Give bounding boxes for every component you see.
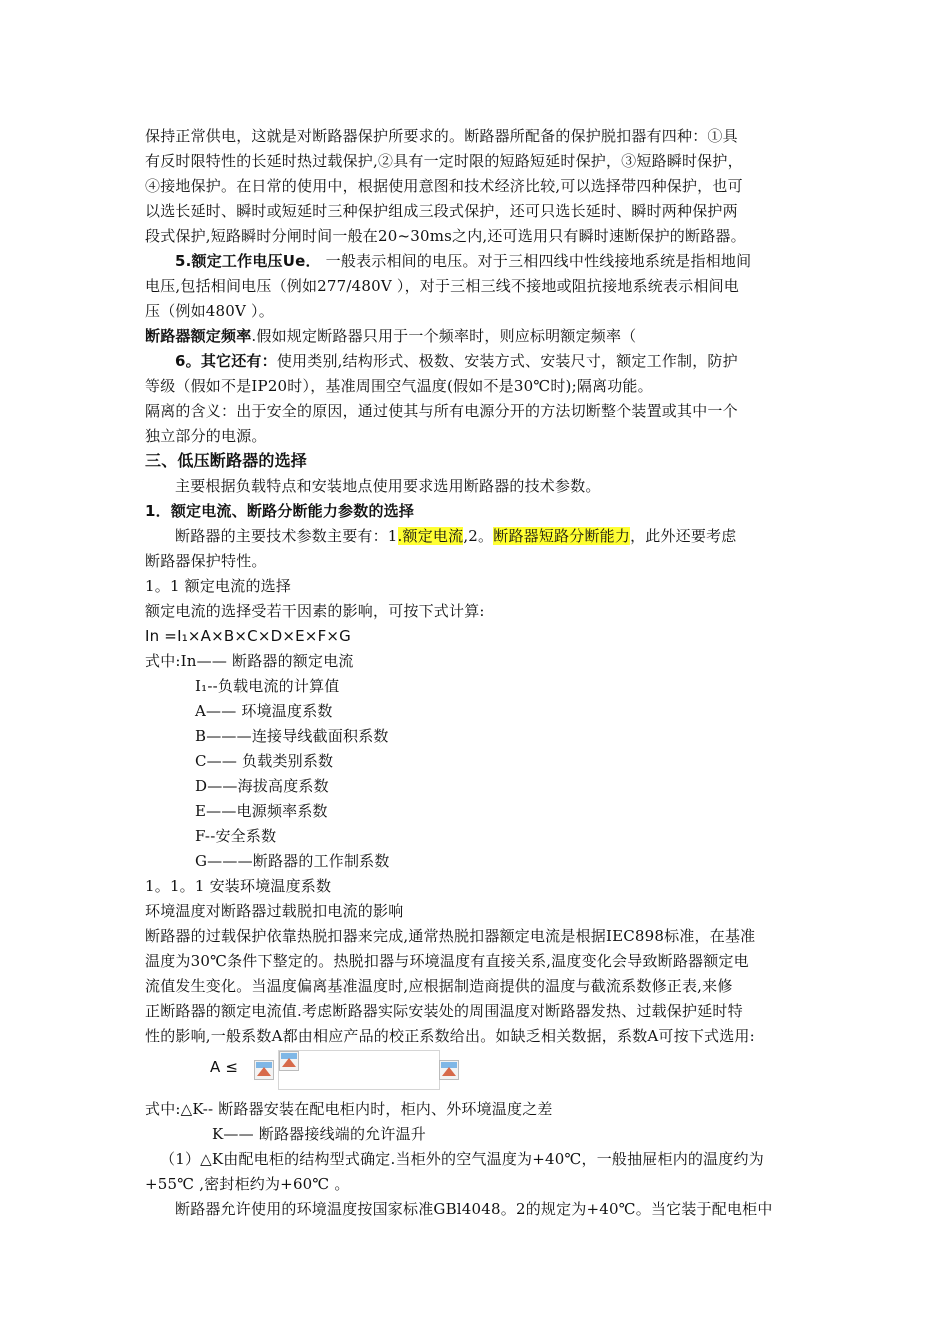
highlight-text: 断路器短路分断能力 [493, 527, 631, 545]
formula-frame [278, 1050, 440, 1090]
definition-line: C—— 负载类别系数 [195, 752, 334, 770]
definition-line: A—— 环境温度系数 [195, 702, 333, 720]
section-heading: 6。其它还有： [175, 352, 277, 370]
text-span: .假如规定断路器只用于一个频率时，则应标明额定频率（ [251, 327, 637, 345]
text-line: 额定电流的选择受若干因素的影响，可按下式计算: [145, 602, 485, 620]
text-line: 流值发生变化。当温度偏离基准温度时,应根据制造商提供的温度与截流系数修正表,来修 [145, 977, 733, 995]
text-line: 1。1。1 安装环境温度系数 [145, 877, 332, 895]
subsection-heading: 1．额定电流、断路分断能力参数的选择 [145, 502, 415, 520]
definition-line: G———断路器的工作制系数 [195, 852, 390, 870]
text-line: ④接地保护。在日常的使用中，根据使用意图和技术经济比较,可以选择带四种保护，也可 [145, 177, 743, 195]
text-line [175, 350, 845, 372]
text-line: 1。1 额定电流的选择 [145, 577, 292, 595]
section-heading: 5.额定工作电压Ue． [175, 252, 321, 270]
text-line: 独立部分的电源。 [145, 427, 267, 445]
definition-line: D——海拔高度系数 [195, 777, 329, 795]
text-span: ,2。 [463, 527, 494, 545]
image-placeholder-icon [254, 1060, 274, 1080]
text-line: 段式保护,短路瞬时分闸时间一般在20~30ms之内,还可选用只有瞬时速断保护的断路器。 [145, 227, 746, 245]
text-line: 温度为30℃条件下整定的。热脱扣器与环境温度有直接关系,温度变化会导致断路器额定电 [145, 952, 749, 970]
text-line [175, 250, 845, 272]
text-line: 等级（假如不是IP20时），基准周围空气温度(假如不是30℃时);隔离功能。 [145, 377, 653, 395]
text-span: 一般表示相间的电压。对于三相四线中性线接地系统是指相地间 [320, 252, 752, 270]
text-line: +55℃ ,密封柜约为+60℃ 。 [145, 1175, 350, 1193]
text-line: 正断路器的额定电流值.考虑断路器实际安装处的周围温度对断路器发热、过载保护延时特 [145, 1002, 743, 1020]
text-line: 主要根据负载特点和安装地点使用要求选用断路器的技术参数。 [175, 477, 601, 495]
text-span: ，此外还要考虑 [630, 527, 737, 545]
text-line: 性的影响,一般系数A都由相应产品的校正系数给出。如缺乏相关数据，系数A可按下式选用: [145, 1027, 755, 1045]
definition-line: K—— 断路器接线端的允许温升 [212, 1125, 426, 1143]
definition-line: E——电源频率系数 [195, 802, 328, 820]
text-line: 压（例如480V ）。 [145, 302, 274, 320]
section-heading: 断路器额定频率 [145, 327, 252, 345]
text-line [175, 525, 845, 547]
formula-label: A ≤ [210, 1058, 239, 1076]
text-line: 断路器的过载保护依靠热脱扣器来完成,通常热脱扣器额定电流是根据IEC898标准，在基准 [145, 927, 756, 945]
chapter-heading: 三、低压断路器的选择 [145, 451, 308, 470]
text-line: 隔离的含义：出于安全的原因，通过使其与所有电源分开的方法切断整个装置或其中一个 [145, 402, 738, 420]
definition-line: I₁--负载电流的计算值 [195, 677, 340, 695]
text-span: 使用类别,结构形式、极数、安装方式、安装尺寸，额定工作制，防护 [276, 352, 738, 370]
definition-line: F--安全系数 [195, 827, 277, 845]
text-line: 断路器保护特性。 [145, 552, 267, 570]
text-line: （1）△K由配电柜的结构型式确定.当柜外的空气温度为+40℃，一般抽屉柜内的温度约为 [160, 1150, 764, 1168]
text-line: 以选长延时、瞬时或短延时三种保护组成三段式保护，还可只选长延时、瞬时两种保护两 [145, 202, 738, 220]
text-line: 断路器允许使用的环境温度按国家标准GBl4048。2的规定为+40℃。当它装于配电柜中 [175, 1200, 773, 1218]
text-line: 有反时限特性的长延时热过载保护,②具有一定时限的短路短延时保护，③短路瞬时保护， [145, 152, 743, 170]
highlight-text: .额定电流 [397, 527, 464, 545]
formula-line: In =I₁×A×B×C×D×E×F×G [145, 627, 351, 645]
definition-line: B———连接导线截面积系数 [195, 727, 389, 745]
text-line: 环境温度对断路器过载脱扣电流的影响 [145, 902, 404, 920]
text-line [145, 325, 815, 347]
text-line: 式中:In—— 断路器的额定电流 [145, 652, 354, 670]
text-line: 电压,包括相间电压（例如277/480V ），对于三相三线不接地或阻抗接地系统表示相间电 [145, 277, 739, 295]
image-placeholder-icon [439, 1060, 459, 1080]
text-span: 断路器的主要技术参数主要有：1 [175, 527, 398, 545]
text-line: 式中:△K-- 断路器安装在配电柜内时，柜内、外环境温度之差 [145, 1100, 553, 1118]
text-line: 保持正常供电，这就是对断路器保护所要求的。断路器所配备的保护脱扣器有四种：①具 [145, 127, 738, 145]
